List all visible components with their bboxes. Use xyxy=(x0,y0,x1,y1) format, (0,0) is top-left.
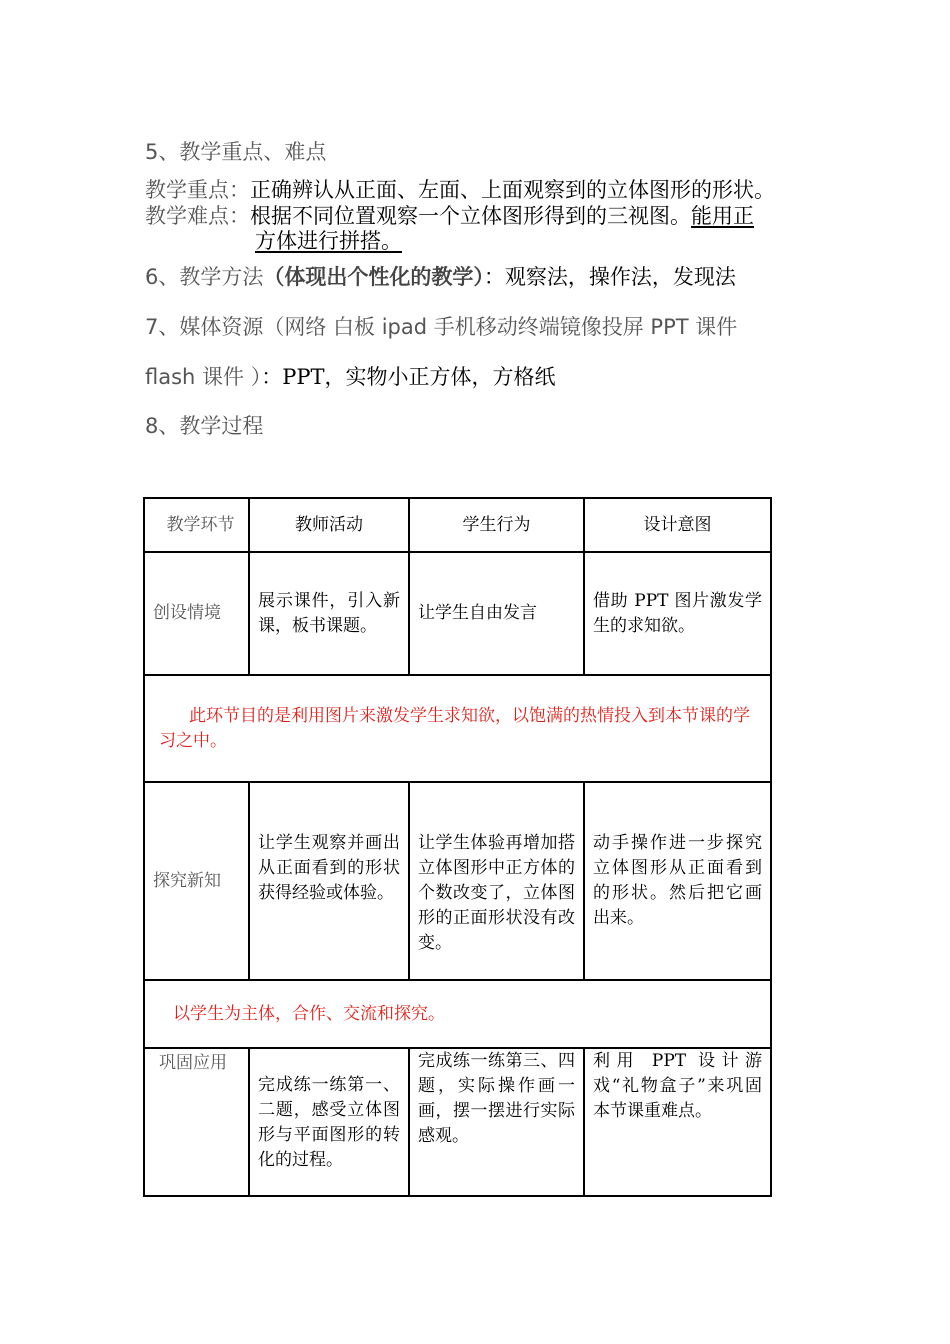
difficulty-label: 教学难点： xyxy=(145,204,250,228)
section-6-line xyxy=(145,261,736,291)
note-1: 此环节目的是利用图片来激发学生求知欲，以饱满的热情投入到本节课的学习之中。 xyxy=(144,675,771,782)
row3-teacher: 完成练一练第一、二题，感受立体图形与平面图形的转化的过程。 xyxy=(249,1048,409,1196)
section-6-value: ：观察法，操作法，发现法 xyxy=(483,265,736,289)
teaching-process-table xyxy=(143,497,772,1197)
section-8-heading: 8、教学过程 xyxy=(145,414,264,438)
row1-intent: 借助 PPT 图片激发学生的求知欲。 xyxy=(584,552,771,675)
section-7-value: ：PPT，实物小正方体，方格纸 xyxy=(261,365,556,389)
table-row xyxy=(144,782,771,980)
difficulty-line-2 xyxy=(255,225,402,255)
row1-teacher: 展示课件，引入新课，板书课题。 xyxy=(249,552,409,675)
row1-student: 让学生自由发言 xyxy=(409,552,584,675)
section-7-prefix: flash 课件 ） xyxy=(145,365,262,389)
section-6-heading: 6、教学方法 xyxy=(145,265,264,289)
header-intent: 设计意图 xyxy=(584,498,771,552)
row2-stage: 探究新知 xyxy=(144,782,249,980)
difficulty-text: 根据不同位置观察一个立体图形得到的三视图。 xyxy=(250,204,691,228)
header-student: 学生行为 xyxy=(409,498,584,552)
table-header-row xyxy=(144,498,771,552)
section-5-heading: 5、教学重点、难点 xyxy=(145,140,327,164)
table-row xyxy=(144,1048,771,1196)
row2-student: 让学生体验再增加搭立体图形中正方体的个数改变了，立体图形的正面形状没有改变。 xyxy=(409,782,584,980)
section-6-bold: （体现出个性化的教学） xyxy=(263,265,484,289)
table-note-row xyxy=(144,980,771,1048)
header-stage: 教学环节 xyxy=(144,498,249,552)
table-row xyxy=(144,552,771,675)
difficulty-underlined-2: 方体进行拼搭。 xyxy=(255,229,402,253)
section-7-line-2 xyxy=(145,361,555,391)
key-point-label: 教学重点： xyxy=(145,178,250,202)
row3-intent: 利用 PPT 设计游戏“礼物盒子”来巩固本节课重难点。 xyxy=(584,1048,771,1196)
table-note-row xyxy=(144,675,771,782)
row2-teacher: 让学生观察并画出从正面看到的形状获得经验或体验。 xyxy=(249,782,409,980)
difficulty-line xyxy=(145,200,754,230)
header-teacher: 教师活动 xyxy=(249,498,409,552)
row1-stage: 创设情境 xyxy=(144,552,249,675)
note-2: 以学生为主体，合作、交流和探究。 xyxy=(144,980,771,1048)
row3-student: 完成练一练第三、四题，实际操作画一画，摆一摆进行实际感观。 xyxy=(409,1048,584,1196)
row2-intent: 动手操作进一步探究立体图形从正面看到的形状。然后把它画出来。 xyxy=(584,782,771,980)
row3-stage: 巩固应用 xyxy=(144,1048,249,1196)
difficulty-underlined-1: 能用正 xyxy=(691,204,754,228)
key-point-text: 正确辨认从正面、左面、上面观察到的立体图形的形状。 xyxy=(250,178,775,202)
section-7-line-1: 7、媒体资源（网络 白板 ipad 手机移动终端镜像投屏 PPT 课件 xyxy=(145,315,738,339)
